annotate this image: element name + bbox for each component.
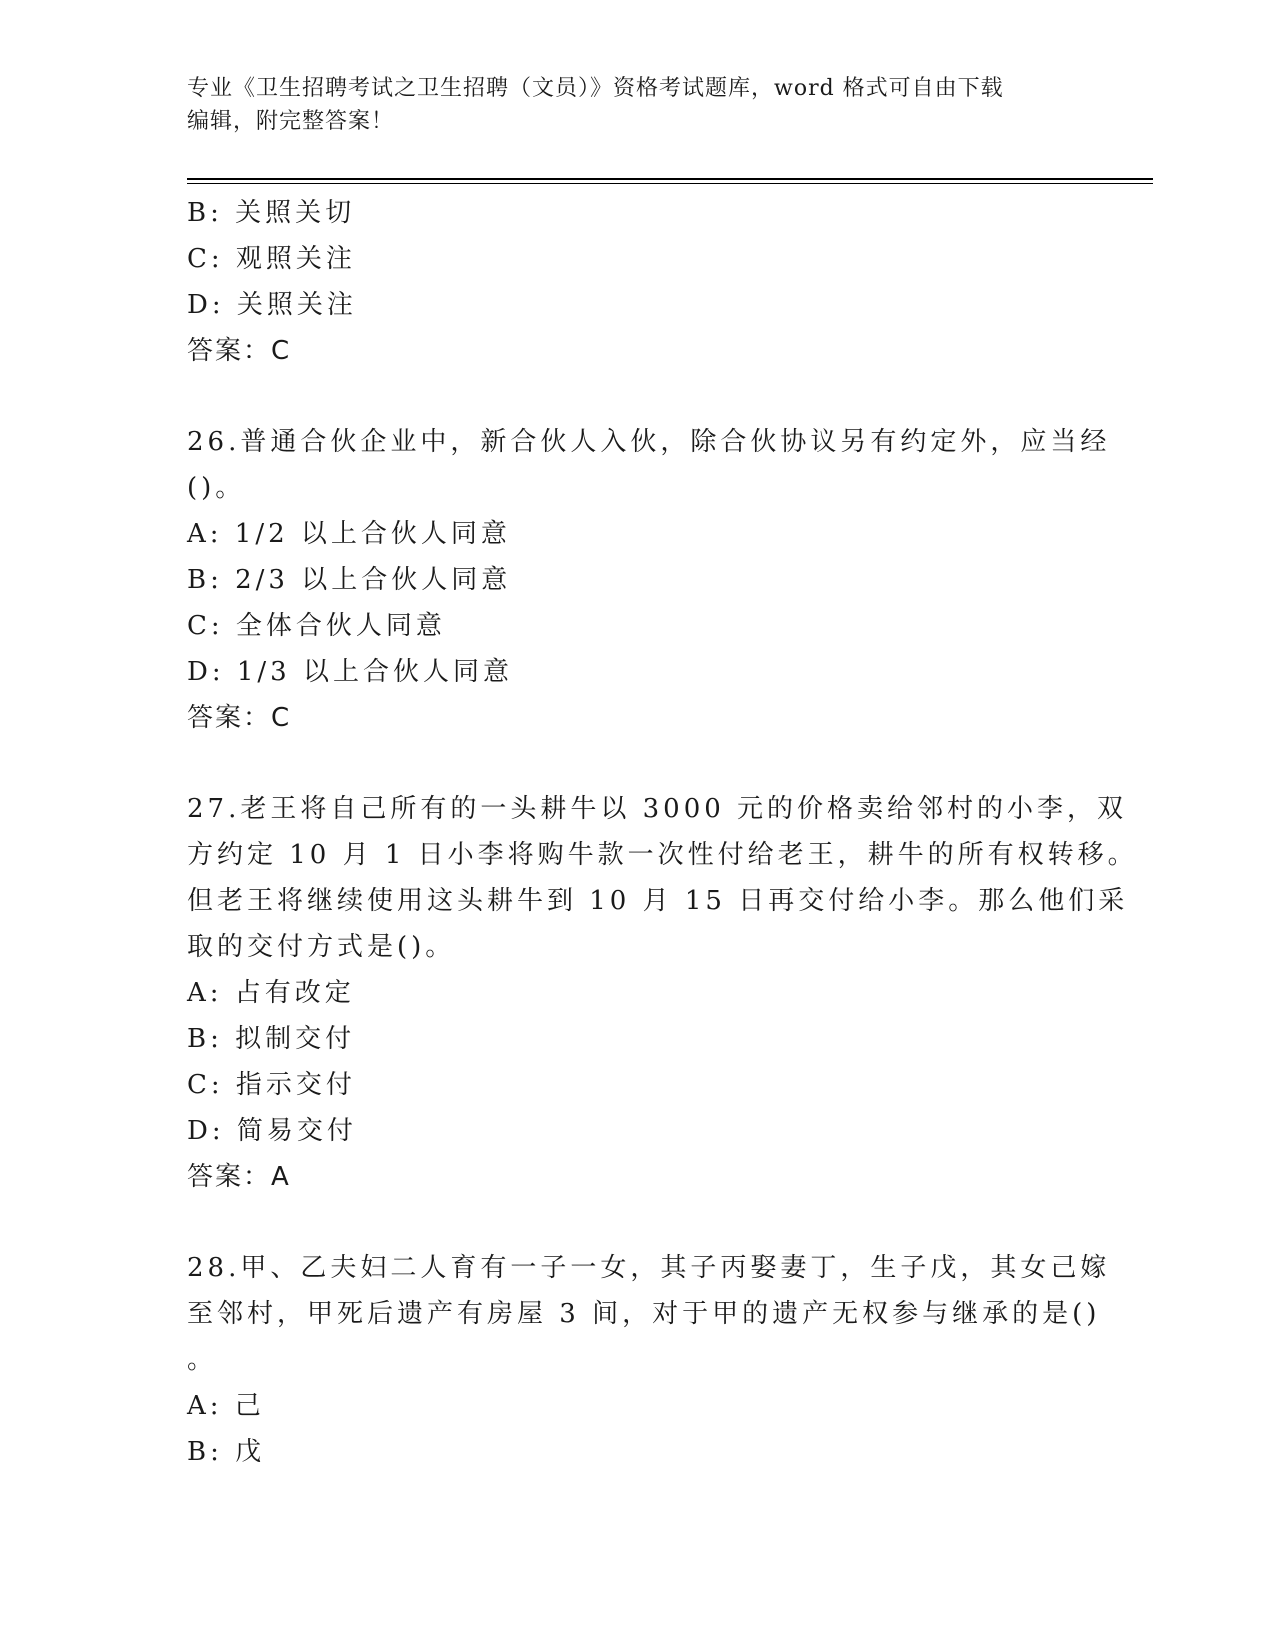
question-stem-line: 27.老王将自己所有的一头耕牛以 3000 元的价格卖给邻村的小李，双 <box>187 794 1128 824</box>
header-divider-thin <box>187 183 1153 184</box>
option-a: A: 己 <box>187 1391 265 1421</box>
question-stem-line: 26.普通合伙企业中，新合伙人入伙，除合伙协议另有约定外，应当经 <box>187 427 1111 457</box>
option-c: C: 观照关注 <box>187 244 356 274</box>
question-26 <box>187 419 1111 741</box>
option-d: D: 1/3 以上合伙人同意 <box>187 657 513 687</box>
question-list <box>187 190 1138 1475</box>
question-stem-line: 。 <box>187 1345 218 1375</box>
question-27 <box>187 786 1138 1200</box>
question-stem-line: 方约定 10 月 1 日小李将购牛款一次性付给老王，耕牛的所有权转移。 <box>187 840 1138 870</box>
option-b: B: 关照关切 <box>187 198 356 228</box>
question-stem-line: ()。 <box>187 473 246 503</box>
option-b: B: 拟制交付 <box>187 1024 356 1054</box>
question-stem-line: 28.甲、乙夫妇二人育有一子一女，其子丙娶妻丁，生子戊，其女己嫁 <box>187 1253 1111 1283</box>
spacer <box>187 741 1087 786</box>
option-c: C: 全体合伙人同意 <box>187 611 446 641</box>
answer-line: 答案：A <box>187 1162 291 1192</box>
question-25 <box>187 190 1087 374</box>
option-b: B: 2/3 以上合伙人同意 <box>187 565 512 595</box>
question-stem-line: 取的交付方式是()。 <box>187 932 456 962</box>
answer-line: 答案：C <box>187 703 292 733</box>
question-28 <box>187 1245 1111 1475</box>
question-stem-line: 至邻村，甲死后遗产有房屋 3 间，对于甲的遗产无权参与继承的是() <box>187 1299 1101 1329</box>
header-line-2: 编辑，附完整答案！ <box>187 109 395 134</box>
document-header <box>187 72 1087 138</box>
option-c: C: 指示交付 <box>187 1070 356 1100</box>
header-line-1: 专业《卫生招聘考试之卫生招聘（文员）》资格考试题库，word 格式可自由下载 <box>187 76 1004 101</box>
option-d: D: 关照关注 <box>187 290 357 320</box>
spacer <box>187 374 1087 419</box>
header-divider-thick <box>187 178 1153 180</box>
option-a: A: 1/2 以上合伙人同意 <box>187 519 511 549</box>
spacer <box>187 1200 1087 1245</box>
option-d: D: 简易交付 <box>187 1116 357 1146</box>
question-stem-line: 但老王将继续使用这头耕牛到 10 月 15 日再交付给小李。那么他们采 <box>187 886 1129 916</box>
answer-line: 答案：C <box>187 336 292 366</box>
option-b: B: 戊 <box>187 1437 266 1467</box>
option-a: A: 占有改定 <box>187 978 355 1008</box>
